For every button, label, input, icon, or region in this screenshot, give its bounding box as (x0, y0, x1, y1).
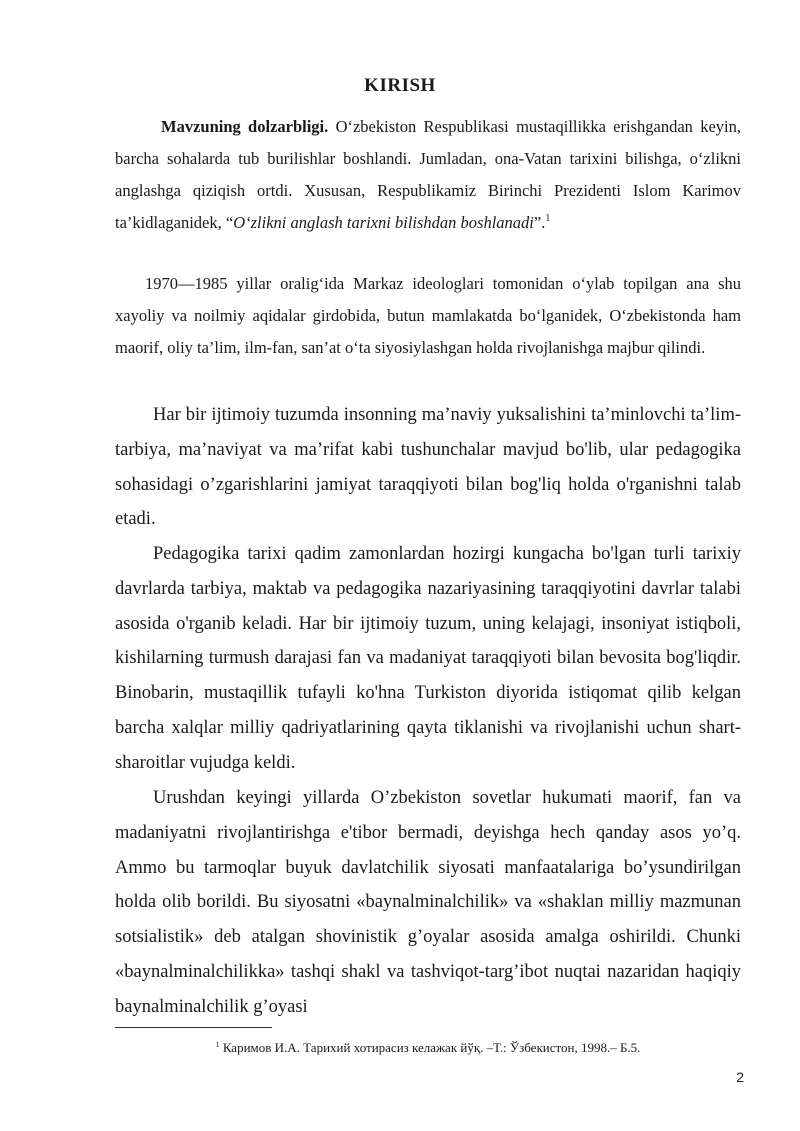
footnote-reference[interactable]: 1 (545, 213, 551, 224)
relevance-heading: Mavzuning dolzarbligi. (161, 117, 329, 136)
relevance-text: O‘zbekiston Respublikasi mustaqillikka erishgandan keyin, barcha sohalarda tub burilishlar boshlandi. Jumladan, ona-Vatan tarixini bilishga, o‘zlikni anglashga qiziqish ortdi. Xususan, Respublikamiz Birinchi Prezidenti Islom Karimov ta’kidlaganidek, “ (115, 117, 741, 232)
paragraph-relevance (115, 111, 741, 239)
paragraph-pedagogy-history: Pedagogika tarixi qadim zamonlardan hozirgi kungacha bo'lgan turli tarixiy davrlarda tarbiya, maktab va pedagogika nazariyasining taraqqiyotini davrlar talabi asosida o'rganib keladi. Har bir ijtimoiy tuzum, uning kelajagi, insoniyat istiqboli, kishilarning turmush darajasi fan va madaniyat taraqqiyoti bilan bevosita bog'liqdir. Binobarin, mustaqillik tufayli ko'hna Turkiston diyorida istiqomat qilib kelgan barcha xalqlar milliy qadriyatlarining qayta tiklanishi va rivojlanishi uchun shart-sharoitlar vujudga keldi. (115, 544, 741, 773)
page-title: KIRISH (364, 75, 436, 96)
page-number: 2 (736, 1069, 744, 1085)
paragraph-postwar: Urushdan keyingi yillarda O’zbekiston sovetlar hukumati maorif, fan va madaniyatni rivojlantirishga e'tibor bermadi, deyishga hech qanday asos yo’q. Ammo bu tarmoqlar buyuk davlatchilik siyosati manfaatalariga bo’ysundirilgan holda olib borildi. Bu siyosatni «baynalminalchilik» va «shaklan milliy mazmunan sotsialistik» deb atalgan shovinistik g’oyalar asosida amalga oshirildi. Chunki «baynalminalchilikka» tashqi shakl va tashviqot-targ’ibot nuqtai nazaridan haqiqiy baynalminalchilik g’oyasi (115, 788, 741, 1017)
paragraph-social-system: Har bir ijtimoiy tuzumda insonning ma’naviy yuksalishini ta’minlovchi ta’lim-tarbiya, ma’naviyat va ma’rifat kabi tushunchalar mavjud bo'lib, ular pedagogika sohasidagi o’zgarishlarini jamiyat taraqqiyoti bilan bog'liq holda o'rganishni talab etadi. (115, 405, 741, 530)
quote-closing: ”. (533, 213, 546, 232)
president-quote: O‘zlikni anglash tarixni bilishdan boshlanadi (233, 213, 534, 232)
footnote-mark: 1 (215, 1040, 220, 1049)
footnote-text: Каримов И.А. Тарихий хотирасиз келажак йўқ. –Т.: Ўзбекистон, 1998.– Б.5. (219, 1040, 641, 1055)
footnote (115, 1040, 741, 1056)
footnote-separator (115, 1027, 272, 1028)
paragraph-1970-1985: 1970—1985 yillar oralig‘ida Markaz ideologlari tomonidan o‘ylab topilgan ana shu xayoliy va noilmiy aqidalar girdobida, butun mamlakatda bo‘lganidek, O‘zbekistonda ham maorif, oliy ta’lim, ilm-fan, san’at o‘ta siyosiylashgan holda rivojlanishga majbur qilindi. (115, 274, 741, 357)
